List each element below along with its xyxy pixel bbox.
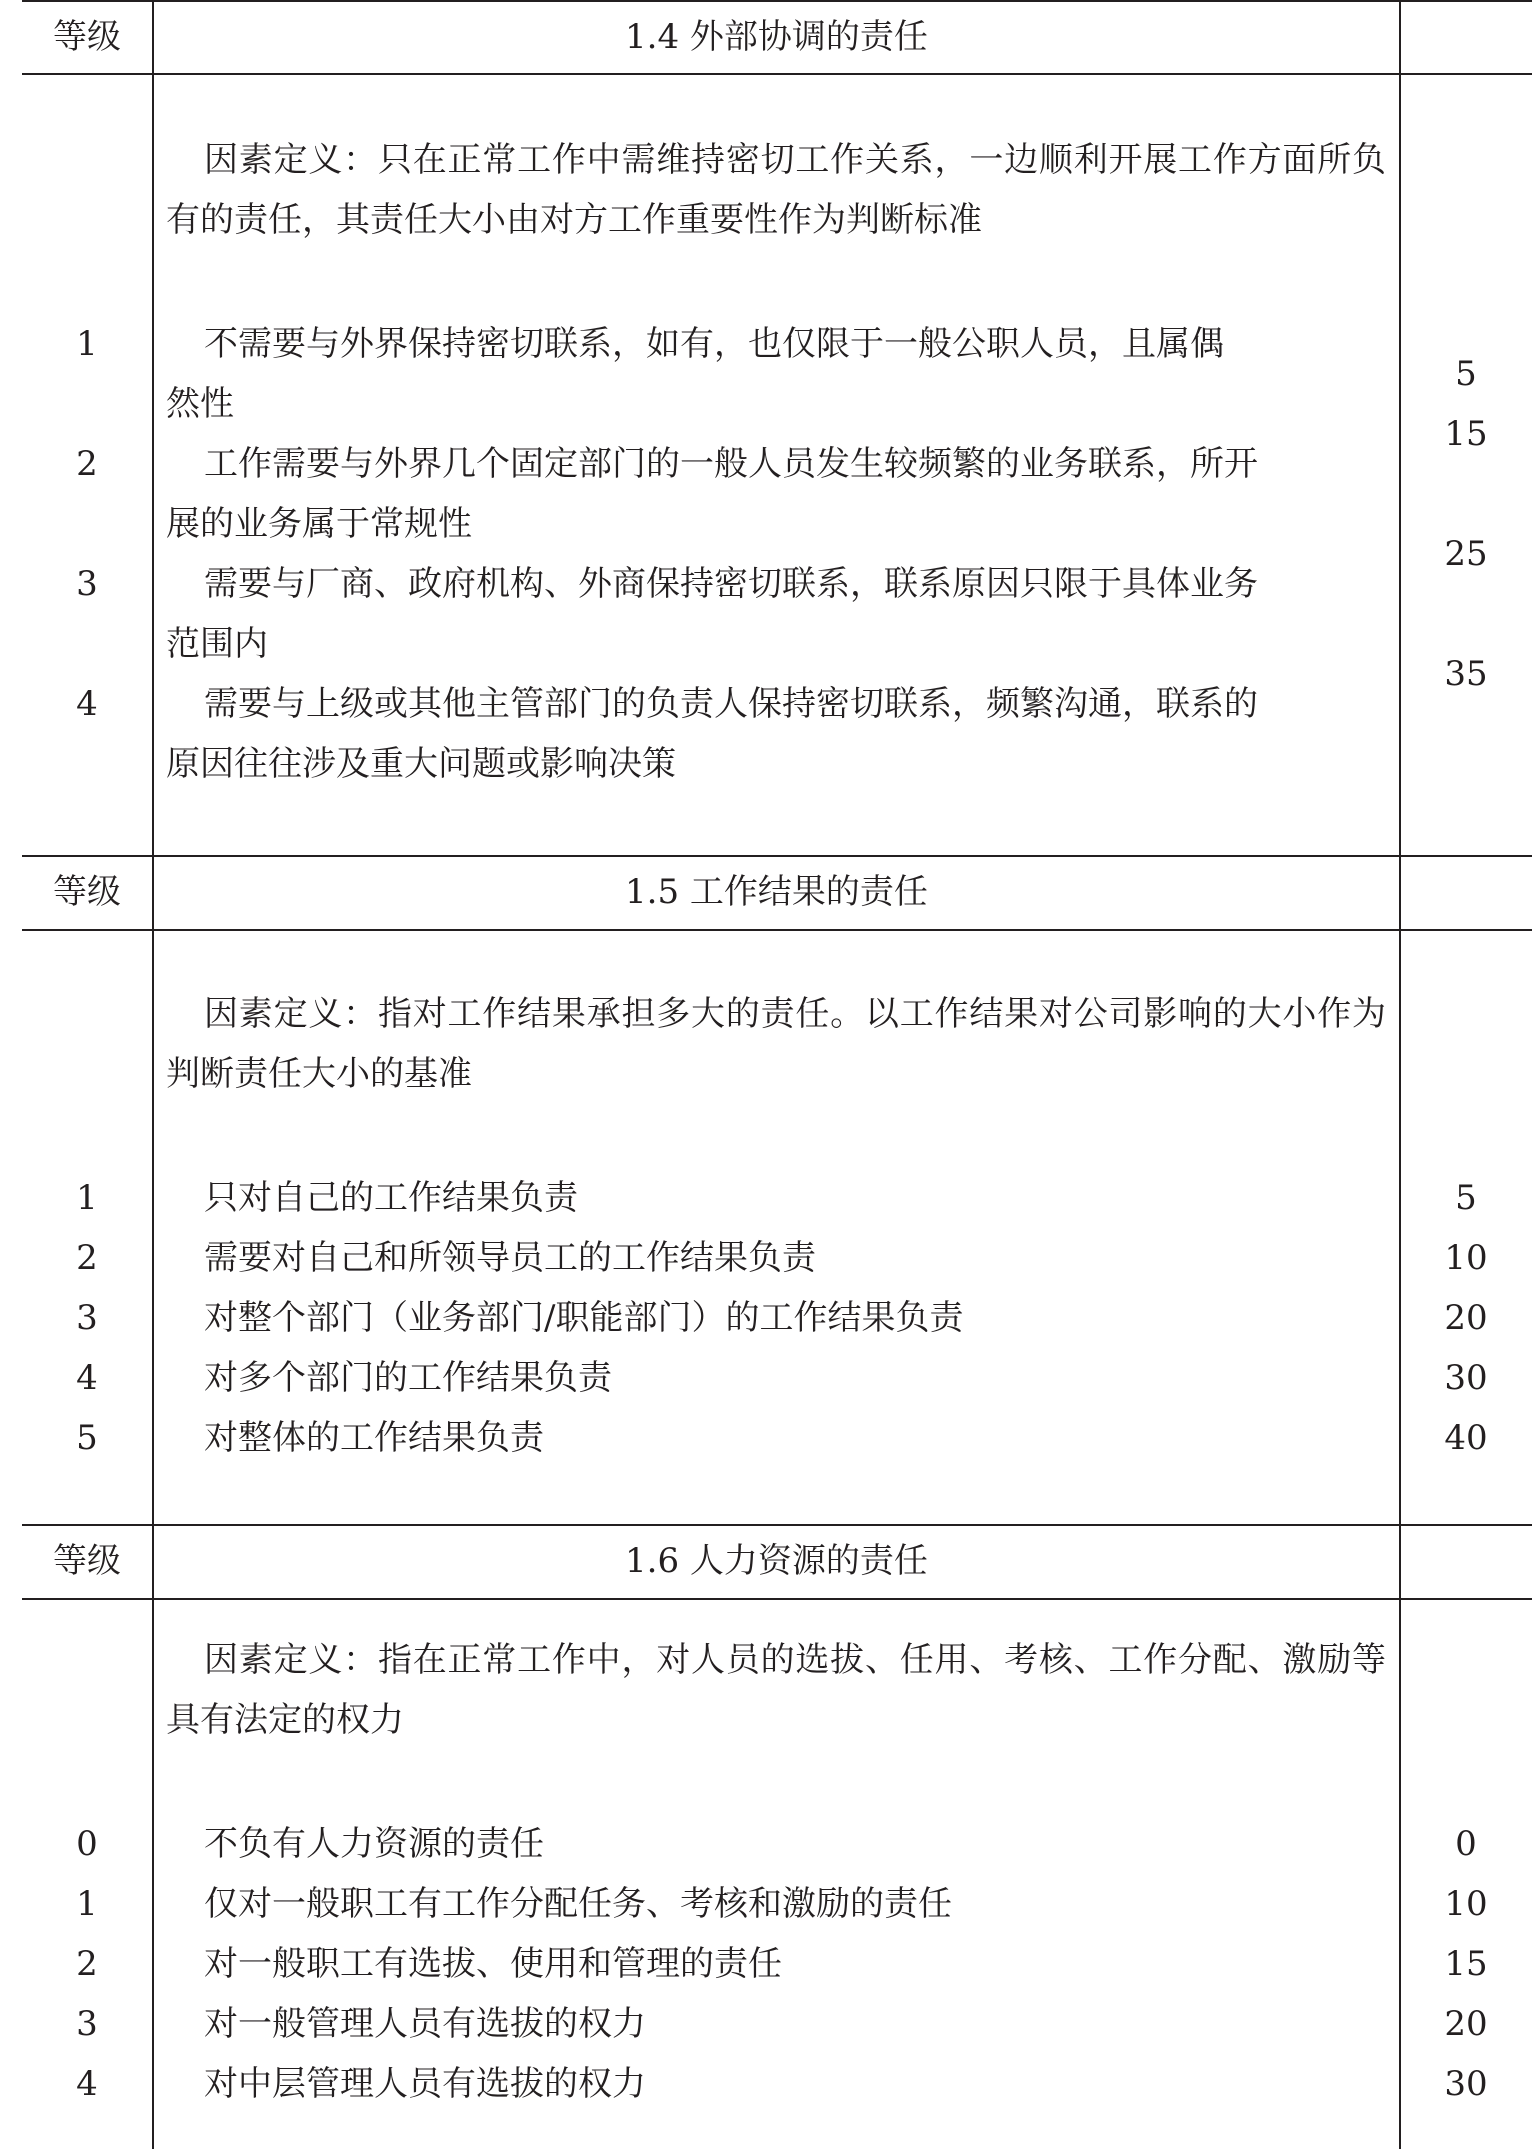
grade-value: 3	[76, 2004, 98, 2044]
grade-column-header: 等级	[53, 1541, 121, 1581]
score-value: 30	[1444, 2064, 1488, 2104]
score-value: 10	[1444, 1884, 1488, 1924]
score-value: 20	[1444, 2004, 1488, 2044]
grade-column-header: 等级	[53, 17, 121, 57]
score-value: 10	[1444, 1238, 1488, 1278]
level-description-continued: 范围内	[166, 624, 268, 664]
level-description-continued: 原因往往涉及重大问题或影响决策	[166, 744, 676, 784]
score-value: 35	[1444, 654, 1488, 694]
grade-value: 2	[76, 1238, 98, 1278]
level-description: 需要与上级或其他主管部门的负责人保持密切联系，频繁沟通，联系的	[204, 684, 1258, 724]
score-value: 30	[1444, 1358, 1488, 1398]
level-description-continued: 展的业务属于常规性	[166, 504, 472, 544]
grade-value: 4	[76, 684, 98, 724]
grade-value: 2	[76, 1944, 98, 1984]
grade-value: 1	[76, 1178, 98, 1218]
level-description-continued: 然性	[166, 384, 234, 424]
grade-value: 1	[76, 324, 98, 364]
score-value: 0	[1455, 1824, 1477, 1864]
grade-value: 2	[76, 444, 98, 484]
row-divider	[22, 1598, 1532, 1600]
score-value: 15	[1444, 414, 1488, 454]
row-divider	[22, 73, 1532, 75]
level-description: 不需要与外界保持密切联系，如有，也仅限于一般公职人员，且属偶	[204, 324, 1224, 364]
level-description: 对中层管理人员有选拔的权力	[204, 2064, 646, 2104]
section-title: 1.6 人力资源的责任	[625, 1541, 928, 1581]
grade-value: 4	[76, 2064, 98, 2104]
level-description: 不负有人力资源的责任	[204, 1824, 544, 1864]
factor-definition: 因素定义：指在正常工作中，对人员的选拔、任用、考核、工作分配、激励等具有法定的权力	[166, 1640, 1386, 1740]
section-title: 1.5 工作结果的责任	[625, 872, 928, 912]
level-description: 只对自己的工作结果负责	[204, 1178, 578, 1218]
grade-value: 3	[76, 564, 98, 604]
score-value: 40	[1444, 1418, 1488, 1458]
grade-column-header: 等级	[53, 872, 121, 912]
level-description: 仅对一般职工有工作分配任务、考核和激励的责任	[204, 1884, 952, 1924]
level-description: 对一般职工有选拔、使用和管理的责任	[204, 1944, 782, 1984]
score-value: 20	[1444, 1298, 1488, 1338]
grade-value: 4	[76, 1358, 98, 1398]
row-divider	[22, 1524, 1532, 1526]
grade-value: 5	[76, 1418, 98, 1458]
level-description: 工作需要与外界几个固定部门的一般人员发生较频繁的业务联系，所开	[204, 444, 1258, 484]
column-divider-left	[152, 0, 154, 2149]
level-description: 对整个部门（业务部门/职能部门）的工作结果负责	[204, 1298, 964, 1338]
level-description: 对一般管理人员有选拔的权力	[204, 2004, 646, 2044]
table-border-top	[22, 0, 1532, 2]
grade-value: 0	[76, 1824, 98, 1864]
score-value: 15	[1444, 1944, 1488, 1984]
score-value: 5	[1455, 1178, 1477, 1218]
row-divider	[22, 929, 1532, 931]
score-value: 5	[1455, 354, 1477, 394]
level-description: 对整体的工作结果负责	[204, 1418, 544, 1458]
level-description: 需要与厂商、政府机构、外商保持密切联系，联系原因只限于具体业务	[204, 564, 1258, 604]
grade-value: 1	[76, 1884, 98, 1924]
section-title: 1.4 外部协调的责任	[625, 17, 928, 57]
score-value: 25	[1444, 534, 1488, 574]
factor-definition: 因素定义：指对工作结果承担多大的责任。以工作结果对公司影响的大小作为判断责任大小的基准	[166, 994, 1386, 1094]
grade-value: 3	[76, 1298, 98, 1338]
level-description: 对多个部门的工作结果负责	[204, 1358, 612, 1398]
factor-definition: 因素定义：只在正常工作中需维持密切工作关系，一边顺利开展工作方面所负有的责任，其责任大小由对方工作重要性作为判断标准	[166, 140, 1386, 240]
level-description: 需要对自己和所领导员工的工作结果负责	[204, 1238, 816, 1278]
row-divider	[22, 855, 1532, 857]
